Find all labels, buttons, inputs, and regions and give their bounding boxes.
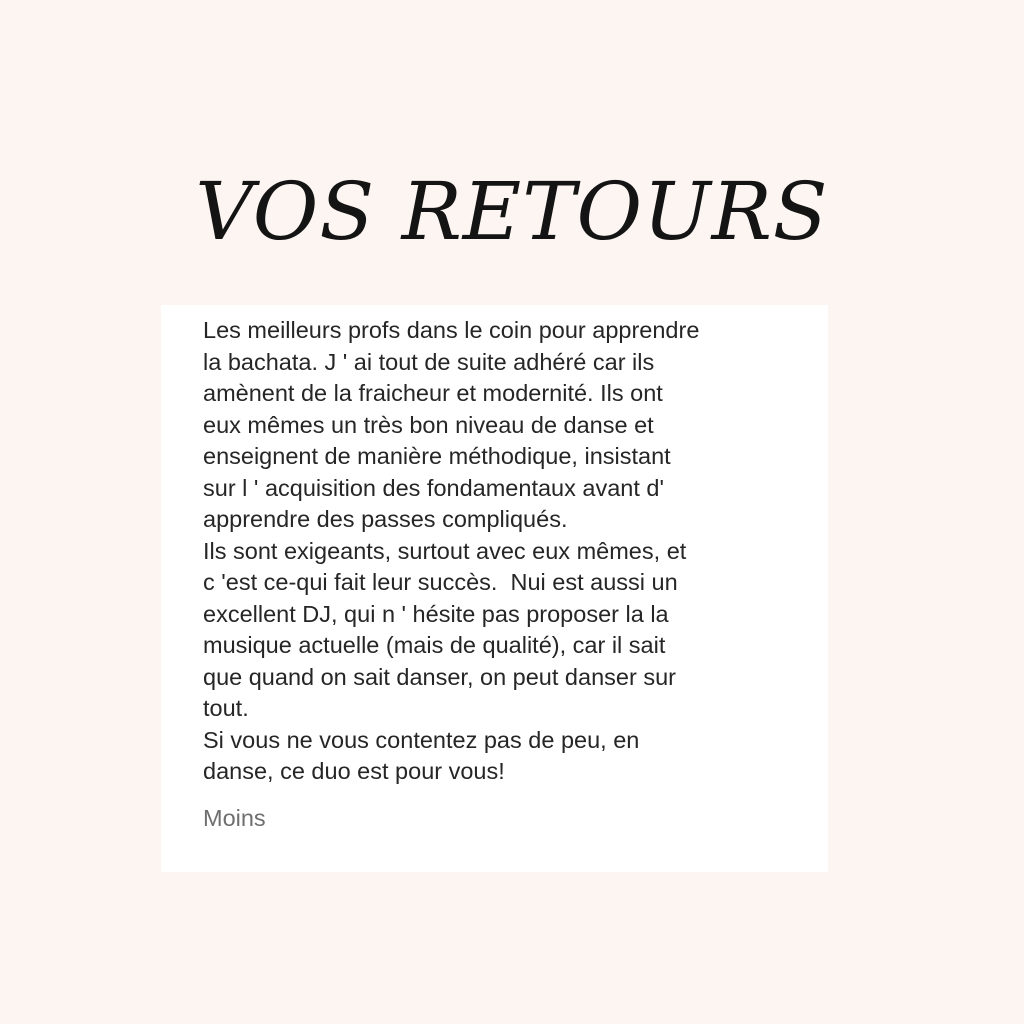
review-line: enseignent de manière méthodique, insistant bbox=[203, 443, 671, 469]
review-line: tout. bbox=[203, 695, 249, 721]
review-card bbox=[161, 305, 828, 872]
review-line: c 'est ce-qui fait leur succès. Nui est aussi un bbox=[203, 569, 678, 595]
review-line: la bachata. J ' ai tout de suite adhéré car ils bbox=[203, 348, 655, 375]
show-less-link[interactable]: Moins bbox=[203, 804, 266, 831]
review-line: apprendre des passes compliqués. bbox=[203, 506, 568, 532]
review-line: danse, ce duo est pour vous! bbox=[203, 758, 505, 784]
review-line: eux mêmes un très bon niveau de danse et bbox=[203, 411, 654, 438]
review-line: excellent DJ, qui n ' hésite pas proposer la la bbox=[203, 600, 669, 627]
review-line: Si vous ne vous contentez pas de peu, en bbox=[203, 726, 640, 753]
review-line: Ils sont exigeants, surtout avec eux mêmes, et bbox=[203, 537, 687, 564]
page-title: VOS RETOURS bbox=[195, 164, 829, 258]
review-line: Les meilleurs profs dans le coin pour apprendre bbox=[203, 317, 700, 343]
review-line: musique actuelle (mais de qualité), car il sait bbox=[203, 632, 666, 658]
review-line: que quand on sait danser, on peut danser sur bbox=[203, 663, 676, 690]
review-line: sur l ' acquisition des fondamentaux avant d' bbox=[203, 474, 664, 501]
review-text bbox=[203, 315, 808, 788]
review-line: amènent de la fraicheur et modernité. Ils ont bbox=[203, 380, 663, 406]
